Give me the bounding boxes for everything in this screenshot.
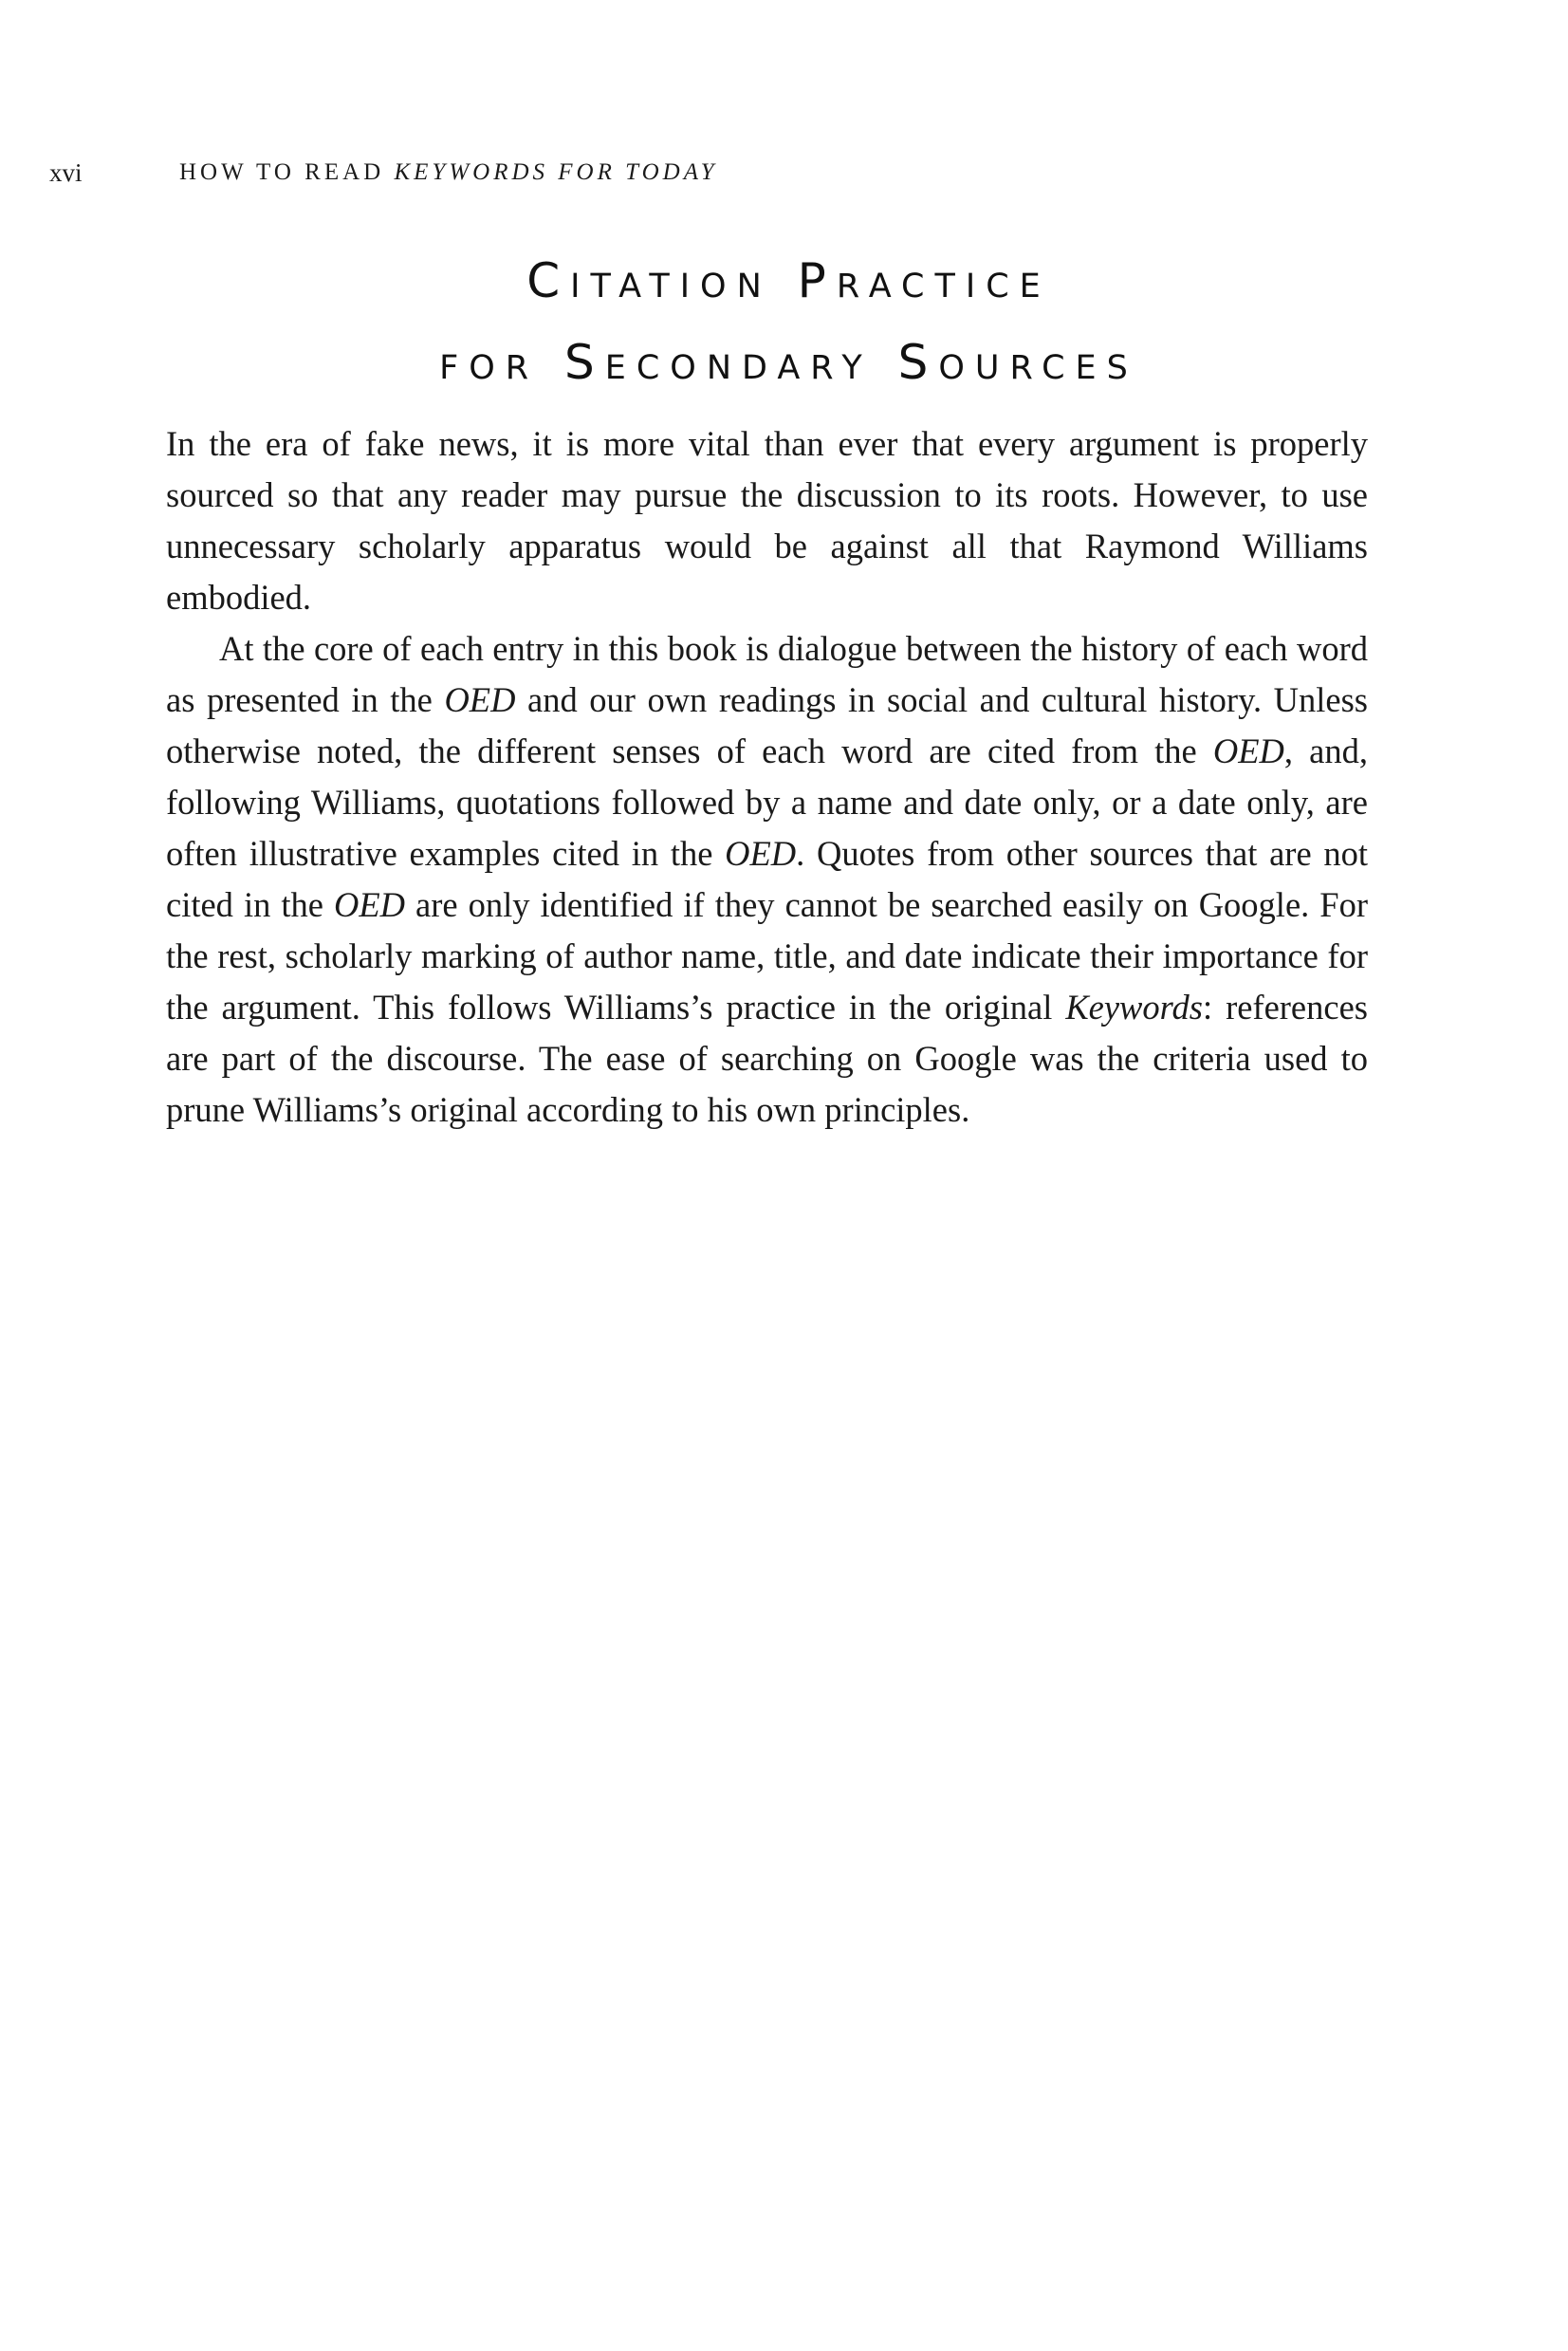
running-head-title xyxy=(179,154,718,192)
section-heading-line-1: Citation Practice xyxy=(526,253,1051,308)
paragraph-text: : references are part of the discourse. The ease of searching on Google was the criteria used to prune Williams’s original according to his own principles. xyxy=(166,988,1368,1129)
paragraph-text: are only identified if they cannot be searched easily on Google. For the rest, scholarly marking of author name, title, and date indicate their importance for the argument. This follows Williams’s practice in the original xyxy=(166,885,1368,1027)
paragraph-2 xyxy=(166,623,1368,1136)
paragraph-text: In the era of fake news, it is more vital than ever that every argument is properly sourced so that any reader may pursue the discussion to its roots. However, to use unnecessary scholarly apparatus would be against all that Raymond Williams embodied. xyxy=(166,424,1368,617)
oed-reference: OED xyxy=(333,885,405,924)
body-text xyxy=(166,418,1368,1136)
book-title-reference: Keywords xyxy=(1065,988,1203,1027)
paragraph-text: , and, following Williams, quotations followed by a name and date only, or a date only, are often illustrative examples cited in the xyxy=(166,731,1368,873)
paragraph-text: . Quotes from other sources that are not cited in the xyxy=(166,834,1368,924)
oed-reference: OED xyxy=(725,834,797,873)
section-heading-line-2: for Secondary Sources xyxy=(439,335,1138,390)
running-head xyxy=(49,154,1472,192)
running-head-title-italic: KEYWORDS FOR TODAY xyxy=(394,159,718,185)
oed-reference: OED xyxy=(1212,731,1284,770)
oed-reference: OED xyxy=(444,680,516,719)
paragraph-text: At the core of each entry in this book is dialogue between the history of each word as presented in the xyxy=(166,629,1368,719)
page-number: xvi xyxy=(49,158,83,187)
paragraph-text: and our own readings in social and cultural history. Unless otherwise noted, the different senses of each word are cited from the xyxy=(166,680,1368,770)
running-head-title-prefix: HOW TO READ xyxy=(179,159,395,185)
paragraph-1 xyxy=(166,418,1368,623)
